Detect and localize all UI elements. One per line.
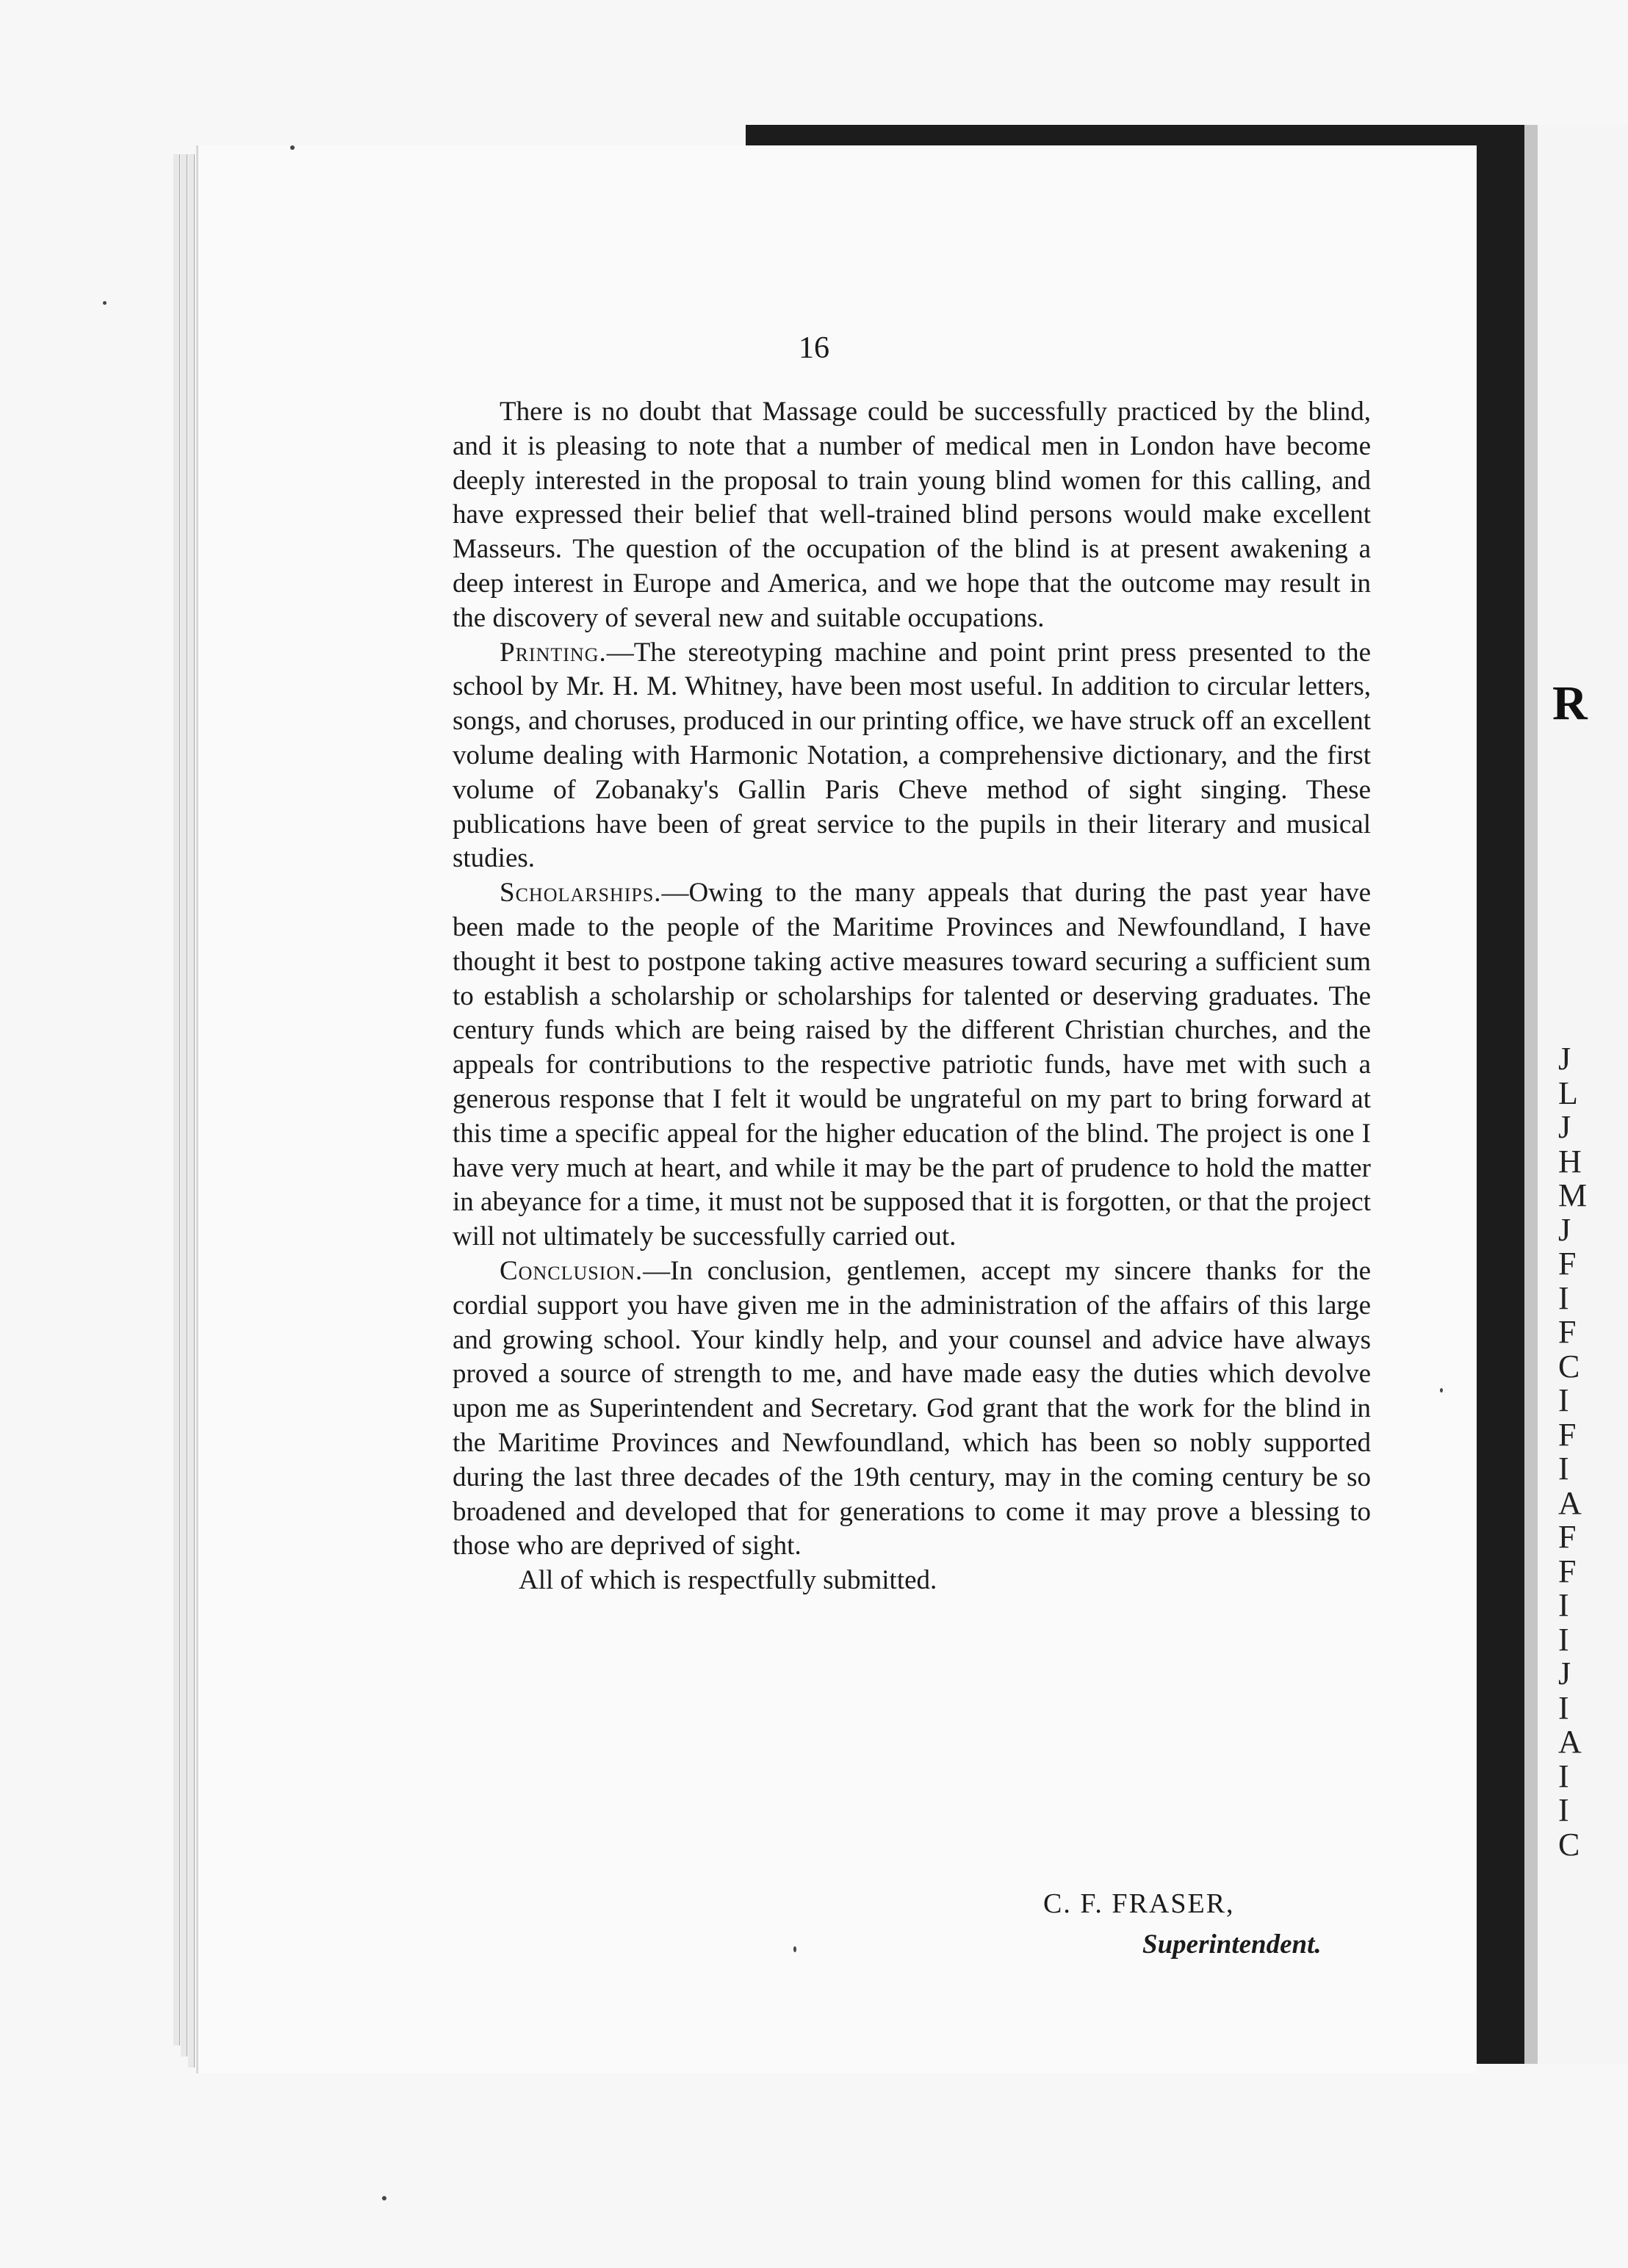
right-page-letter: C (1558, 1826, 1580, 1863)
paragraph-text: —The stereotyping machine and point print press presented to the school by Mr. H. M. Whitney, have been most useful. In addition to circular letters, songs, and choruses, produced in our printing office, we have struck off an excellent volume dealing with Harmonic Notation, a comprehensive dictionary, and the first volume of Zobanaky's Gallin Paris Cheve method of sight singing. These publications have been of great service to the pupils in their literary and musical studies. (453, 637, 1371, 874)
scan-speck (103, 301, 107, 305)
closing-line: All of which is respectfully submitted. (519, 1565, 937, 1596)
right-page-letter: F (1558, 1553, 1577, 1589)
right-page-letter: F (1558, 1246, 1577, 1282)
right-page-letter: I (1558, 1689, 1569, 1726)
body-text (453, 395, 1371, 1598)
paragraph-massage (453, 395, 1371, 636)
right-page-letter: I (1558, 1279, 1569, 1316)
right-page-letter: I (1558, 1382, 1569, 1418)
right-page-letter: J (1558, 1211, 1571, 1248)
right-page-letter: I (1558, 1621, 1569, 1658)
right-page-letter: H (1558, 1143, 1582, 1180)
signature-name: C. F. FRASER, (1043, 1888, 1235, 1919)
paragraph-text: —In conclusion, gentlemen, accept my sincere thanks for the cordial support you have given me in the administration of the affairs of this large and growing school. Your kindly help, and your counsel and advice have always proved a source of strength to me, and have made easy the duties which devolve upon me as Superintendent and Secretary. God grant that the work for the blind in the Maritime Provinces and Newfoundland, which has been so nobly supported during the last three decades of the 19th century, may in the coming century be so broadened and developed that for generations to come it may prove a blessing to those who are deprived of sight. (453, 1255, 1371, 1561)
right-page-letter: J (1558, 1109, 1571, 1145)
signature-title: Superintendent. (1142, 1929, 1322, 1960)
paragraph-scholarships (453, 876, 1371, 1254)
right-page-fragment (1524, 125, 1628, 2064)
page-edge-stack (188, 154, 195, 2067)
paragraph-heading: Scholarships. (500, 878, 662, 909)
paragraph-printing (453, 636, 1371, 877)
right-page-letter: L (1558, 1075, 1578, 1111)
paragraph-heading: Printing. (500, 637, 607, 668)
right-page-letter: M (1558, 1177, 1588, 1213)
paragraph-text: —Owing to the many appeals that during the past year have been made to the people of the Maritime Provinces and Newfoundland, I have thought it best to postpone taking active measures toward securing a sufficient sum to establish a scholarship or scholarships for talented or deserving graduates. The century funds which are being raised by the different Christian churches, and the appeals for contributions to the respective patriotic funds, have met with such a generous response that I felt it would be ungrateful on my part to bring forward at this time a specific appeal for the higher education of the blind. The project is one I have very much at heart, and while it may be the part of prudence to hold the matter in abeyance for a time, it must not be supposed that it is forgotten, or that the project will not ultimately be successfully carried out. (453, 878, 1371, 1252)
right-page-letter: F (1558, 1416, 1577, 1453)
paragraph-conclusion (453, 1254, 1371, 1564)
scan-speck (793, 1946, 796, 1952)
scan-speck (290, 145, 295, 150)
right-page-letter: A (1558, 1484, 1582, 1521)
right-page-letter: J (1558, 1041, 1571, 1077)
right-page-letter: F (1558, 1519, 1577, 1555)
scan-speck (1440, 1388, 1443, 1393)
page-number: 16 (799, 331, 829, 365)
right-page-letter: I (1558, 1758, 1569, 1794)
right-page-letter: J (1558, 1655, 1571, 1691)
paragraph-text: There is no doubt that Massage could be successfully practiced by the blind, and it is pleasing to note that a number of medical men in London have become deeply interested in the proposal to train young blind women for this calling, and have expressed their belief that well-trained blind persons would make excellent Masseurs. The question of the occupation of the blind is at present awakening a deep interest in Europe and America, and we hope that the outcome may result in the discovery of several new and suitable occupations. (453, 397, 1371, 633)
right-page-letter: A (1558, 1724, 1582, 1760)
right-page-letter: F (1558, 1314, 1577, 1350)
right-page-letter: I (1558, 1792, 1569, 1828)
paragraph-heading: Conclusion. (500, 1255, 644, 1286)
right-page-title-fragment: R (1552, 676, 1588, 730)
right-page-letter: I (1558, 1451, 1569, 1487)
right-page-letter: C (1558, 1348, 1580, 1384)
page-edge-stack (181, 154, 187, 2056)
page-edge-stack (173, 154, 180, 2045)
right-page-letter: I (1558, 1587, 1569, 1623)
scan-speck (382, 2196, 386, 2200)
